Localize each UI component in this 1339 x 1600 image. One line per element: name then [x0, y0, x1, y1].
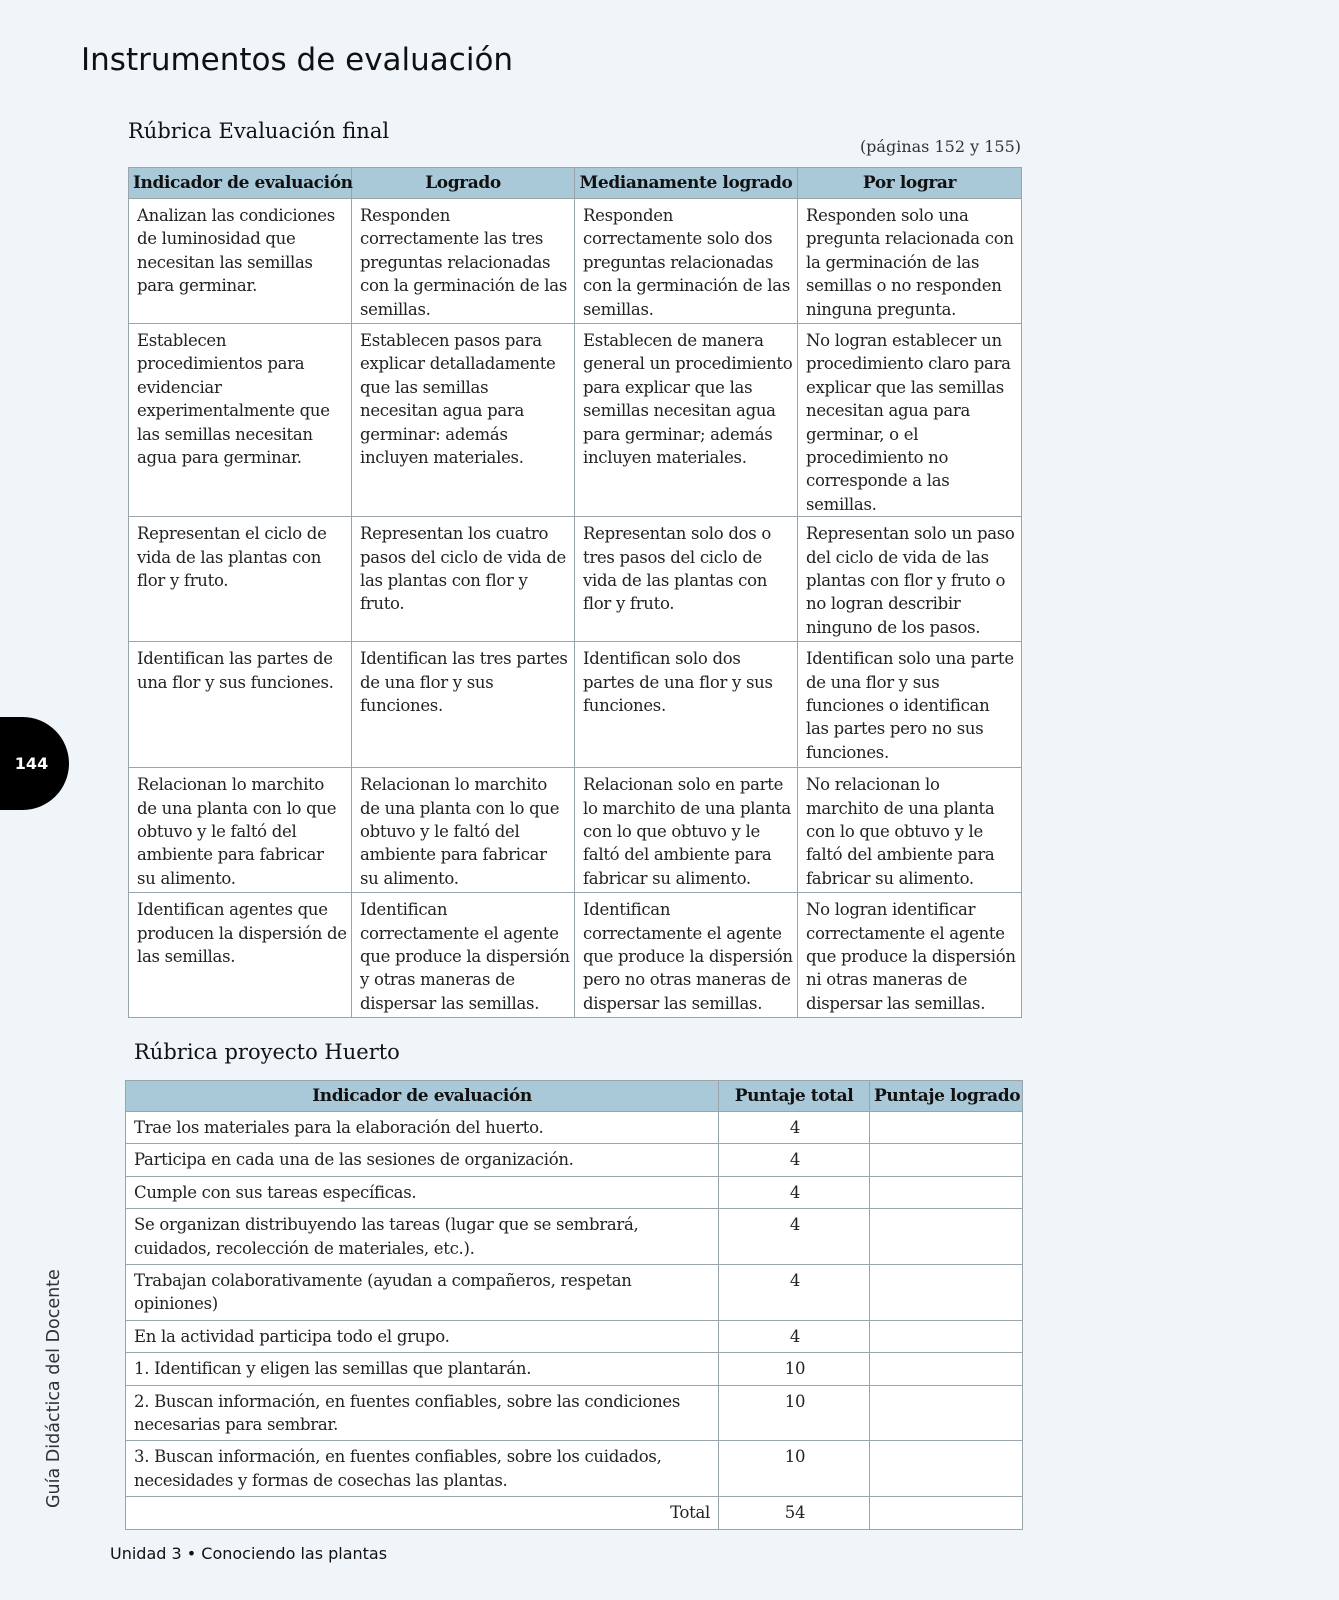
rubric-huerto-table	[125, 1080, 1023, 1530]
table-cell: Representan los cuatro pasos del ciclo de vida de las plantas con flor y fruto.	[352, 517, 575, 642]
table-row	[129, 768, 1022, 893]
indicator-cell: 3. Buscan información, en fuentes confiables, sobre los cuidados, necesidades y formas de cosechas las plantas.	[126, 1441, 719, 1497]
table-cell: Responden correctamente las tres preguntas relacionadas con la germinación de las semillas.	[352, 199, 575, 324]
score-cell: 4	[719, 1176, 870, 1208]
indicator-cell: 1. Identifican y eligen las semillas que plantarán.	[126, 1353, 719, 1385]
table-cell: Identifican correctamente el agente que produce la dispersión y otras maneras de dispersar las semillas.	[352, 893, 575, 1018]
score-cell: 4	[719, 1265, 870, 1321]
table-row	[129, 199, 1022, 324]
page-title: Instrumentos de evaluación	[81, 42, 514, 78]
indicator-cell: En la actividad participa todo el grupo.	[126, 1320, 719, 1352]
table-cell: No logran identificar correctamente el agente que produce la dispersión ni otras maneras de dispersar las semillas.	[798, 893, 1022, 1018]
table-cell: Identifican las tres partes de una flor y sus funciones.	[352, 642, 575, 768]
table-row	[126, 1385, 1023, 1441]
table-cell: Representan solo un paso del ciclo de vida de las plantas con flor y fruto o no logran describir ninguno de los pasos.	[798, 517, 1022, 642]
page-number-tab	[0, 717, 69, 810]
achieved-score-cell	[870, 1320, 1023, 1352]
achieved-score-cell	[870, 1265, 1023, 1321]
score-cell: 4	[719, 1320, 870, 1352]
table-cell: Analizan las condiciones de luminosidad que necesitan las semillas para germinar.	[129, 199, 352, 324]
score-cell: 4	[719, 1112, 870, 1144]
achieved-score-cell	[870, 1353, 1023, 1385]
table-cell: Representan solo dos o tres pasos del ciclo de vida de las plantas con flor y fruto.	[575, 517, 798, 642]
header-puntaje-total: Puntaje total	[719, 1081, 870, 1112]
table-cell: No logran establecer un procedimiento claro para explicar que las semillas necesitan agua para germinar, o el procedimiento no corresponde a las semillas.	[798, 324, 1022, 517]
rubric-huerto-title: Rúbrica proyecto Huerto	[134, 1040, 400, 1064]
table-row	[126, 1112, 1023, 1144]
header-logrado: Logrado	[352, 168, 575, 199]
table-cell: No relacionan lo marchito de una planta con lo que obtuvo y le faltó del ambiente para fabricar su alimento.	[798, 768, 1022, 893]
pages-reference: (páginas 152 y 155)	[859, 137, 1021, 156]
table-cell: Relacionan lo marchito de una planta con lo que obtuvo y le faltó del ambiente para fabricar su alimento.	[352, 768, 575, 893]
table-cell: Relacionan lo marchito de una planta con lo que obtuvo y le faltó del ambiente para fabricar su alimento.	[129, 768, 352, 893]
score-cell: 10	[719, 1385, 870, 1441]
achieved-score-cell	[870, 1209, 1023, 1265]
indicator-cell: Trae los materiales para la elaboración del huerto.	[126, 1112, 719, 1144]
table-cell: Representan el ciclo de vida de las plantas con flor y fruto.	[129, 517, 352, 642]
table-cell: Identifican solo una parte de una flor y sus funciones o identifican las partes pero no sus funciones.	[798, 642, 1022, 768]
achieved-score-cell	[870, 1144, 1023, 1176]
rubric-final-title: Rúbrica Evaluación final	[128, 119, 390, 143]
achieved-score-cell	[870, 1176, 1023, 1208]
achieved-score-cell	[870, 1441, 1023, 1497]
header-indicador: Indicador de evaluación	[129, 168, 352, 199]
indicator-cell: 2. Buscan información, en fuentes confiables, sobre las condiciones necesarias para sembrar.	[126, 1385, 719, 1441]
table-cell: Identifican las partes de una flor y sus funciones.	[129, 642, 352, 768]
side-label: Guía Didáctica del Docente	[44, 1269, 64, 1508]
table-row	[126, 1209, 1023, 1265]
score-cell: 10	[719, 1441, 870, 1497]
indicator-cell: Se organizan distribuyendo las tareas (lugar que se sembrará, cuidados, recolección de materiales, etc.).	[126, 1209, 719, 1265]
header-medianamente-logrado: Medianamente logrado	[575, 168, 798, 199]
table-row	[129, 517, 1022, 642]
indicator-cell: Cumple con sus tareas específicas.	[126, 1176, 719, 1208]
rubric-final-table	[128, 167, 1022, 1018]
table-row	[126, 1353, 1023, 1385]
table-row	[126, 1441, 1023, 1497]
score-cell: 4	[719, 1209, 870, 1265]
table-row	[126, 1265, 1023, 1321]
table-cell: Establecen de manera general un procedimiento para explicar que las semillas necesitan agua para germinar; además incluyen materiales.	[575, 324, 798, 517]
total-value: 54	[719, 1497, 870, 1529]
score-cell: 10	[719, 1353, 870, 1385]
score-cell: 4	[719, 1144, 870, 1176]
page-number: 144	[14, 754, 49, 773]
table-row	[126, 1320, 1023, 1352]
footer-unit-label: Unidad 3 • Conociendo las plantas	[110, 1544, 388, 1563]
table-cell: Identifican agentes que producen la dispersión de las semillas.	[129, 893, 352, 1018]
table-row	[126, 1176, 1023, 1208]
table-cell: Responden solo una pregunta relacionada con la germinación de las semillas o no responden ninguna pregunta.	[798, 199, 1022, 324]
table-row	[129, 642, 1022, 768]
table-cell: Establecen pasos para explicar detalladamente que las semillas necesitan agua para germinar: además incluyen materiales.	[352, 324, 575, 517]
achieved-score-cell	[870, 1385, 1023, 1441]
indicator-cell: Participa en cada una de las sesiones de organización.	[126, 1144, 719, 1176]
header-indicador: Indicador de evaluación	[126, 1081, 719, 1112]
header-por-lograr: Por lograr	[798, 168, 1022, 199]
table-row	[126, 1144, 1023, 1176]
table-row	[129, 893, 1022, 1018]
table-cell: Identifican correctamente el agente que produce la dispersión pero no otras maneras de dispersar las semillas.	[575, 893, 798, 1018]
table-row	[129, 324, 1022, 517]
indicator-cell: Trabajan colaborativamente (ayudan a compañeros, respetan opiniones)	[126, 1265, 719, 1321]
total-label: Total	[126, 1497, 719, 1529]
table-cell: Identifican solo dos partes de una flor y sus funciones.	[575, 642, 798, 768]
table-cell: Responden correctamente solo dos preguntas relacionadas con la germinación de las semillas.	[575, 199, 798, 324]
achieved-score-cell	[870, 1112, 1023, 1144]
table-cell: Relacionan solo en parte lo marchito de una planta con lo que obtuvo y le faltó del ambiente para fabricar su alimento.	[575, 768, 798, 893]
achieved-total-cell	[870, 1497, 1023, 1529]
total-row	[126, 1497, 1023, 1529]
table-header-row	[129, 168, 1022, 199]
header-puntaje-logrado: Puntaje logrado	[870, 1081, 1023, 1112]
table-cell: Establecen procedimientos para evidenciar experimentalmente que las semillas necesitan agua para germinar.	[129, 324, 352, 517]
table-header-row	[126, 1081, 1023, 1112]
